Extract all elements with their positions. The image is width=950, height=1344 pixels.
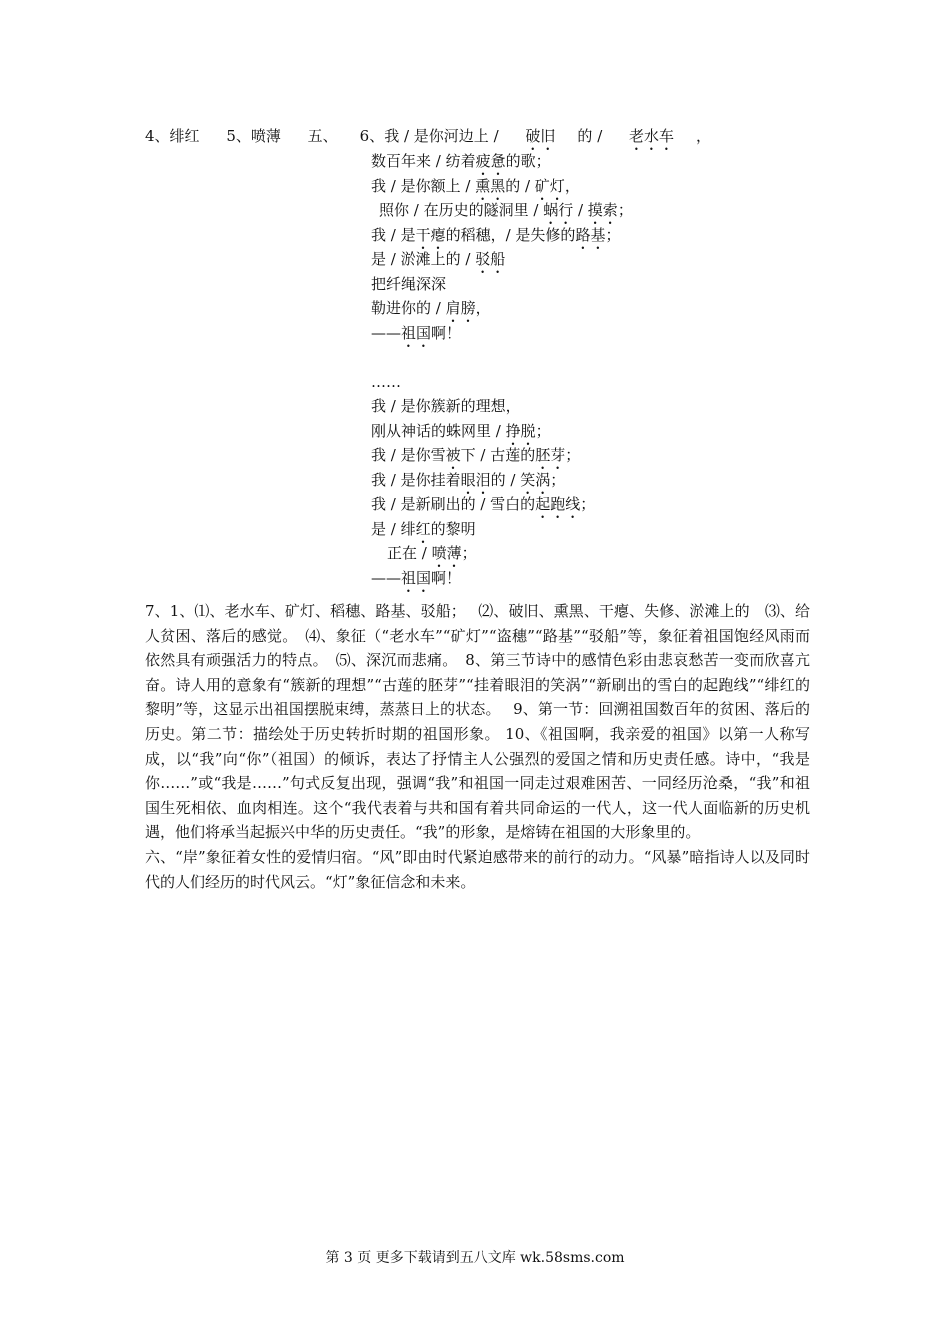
- poem-line: 我 / 是你挂着眼泪的 / 笑涡；: [371, 470, 566, 489]
- poem-line: 勒进你的 / 肩膀，: [371, 299, 491, 317]
- poem-line: 我 / 是新刷出的 / 雪白的起跑线；: [371, 495, 596, 513]
- poem-line: 我 / 是你雪被下 / 古莲的胚芽；: [371, 446, 581, 464]
- answer-paragraphs: [145, 599, 810, 894]
- answers-7-10-paragraph: 7、1、⑴、老水车、矿灯、稻穗、路基、驳船； ⑵、破旧、熏黑、干瘪、失修、淤滩上的 ⑶、给人贫困、落后的感觉。 ⑷、象征（“老水车”“矿灯”“盗穗”“路基”“驳船”等，象征着祖国饱经风雨而依然具有顽强活力的特点。 ⑸、深沉而悲痛。 8、第三节诗中的感情色彩由悲哀愁苦一变而欣喜亢奋。诗人用的意象有“簇新的理想”“古莲的胚芽”“挂着眼泪的笑涡”“新刷出的雪白的起跑线”“绯红的黎明”等，这显示出祖国摆脱束缚，蒸蒸日上的状态。 9、第一节：回溯祖国数百年的贫困、落后的历史。第二节：描绘处于历史转折时期的祖国形象。 10、《祖国啊，我亲爱的祖国》以第一人称写成，以“我”向“你”（祖国）的倾诉，表达了抒情主人公强烈的爱国之情和历史责任感。诗中，“我是你……”或“我是……”句式反复出现，强调“我”和祖国一同走过艰难困苦、一同经历沧桑，“我”和祖国生死相依、血肉相连。这个“我代表着与共和国有着共同命运的一代人，这一代人面临新的历史机遇，他们将承当起振兴中华的历史责任。“我”的形象，是熔铸在祖国的大形象里的。: [145, 602, 810, 842]
- answer-6-text: 6、我 / 是你河边上 / 破旧 的 / 老水车 ，: [359, 127, 712, 145]
- poem-line: 数百年来 / 纺着疲惫的歌；: [371, 152, 551, 170]
- poem-line: 刚从神话的蛛网里 / 挣脱；: [371, 421, 551, 440]
- poem-line: 是 / 淤滩上的 / 驳船: [371, 250, 506, 268]
- poem-line: 把纤绳深深: [371, 274, 447, 293]
- poem-line: 我 / 是你簇新的理想，: [371, 397, 521, 415]
- answers-section-6-paragraph: 六、“岸”象征着女性的爱情归宿。“风”即由时代紧迫感带来的前行的动力。“风暴”暗指诗人以及同时代的人们经历的时代风云。“灯”象征信念和未来。: [145, 847, 810, 891]
- section-5-label: 五、: [307, 127, 338, 145]
- poem-line: 我 / 是干瘪的稻穗，/ 是失修的路基；: [371, 225, 621, 244]
- poem-line: ——祖国啊！: [371, 568, 462, 587]
- poem-line: 正在 / 喷薄；: [387, 544, 477, 562]
- poem-blank-line: [371, 345, 791, 370]
- poem-line: 是 / 绯红的黎明: [371, 519, 476, 538]
- poem-line: 照你 / 在历史的隧洞里 / 蜗行 / 摸索；: [379, 201, 633, 219]
- page-footer: 第 3 页 更多下载请到五八文库 wk.58sms.com: [325, 1250, 625, 1266]
- poem-line: 我 / 是你额上 / 熏黑的 / 矿灯，: [371, 176, 580, 195]
- poem-ellipsis: ……: [371, 372, 401, 391]
- poem-reading-marks: [371, 149, 791, 590]
- answer-4: 4、绯红: [145, 127, 200, 145]
- poem-line: ——祖国啊！: [371, 323, 462, 342]
- answer-5: 5、喷薄: [226, 127, 281, 145]
